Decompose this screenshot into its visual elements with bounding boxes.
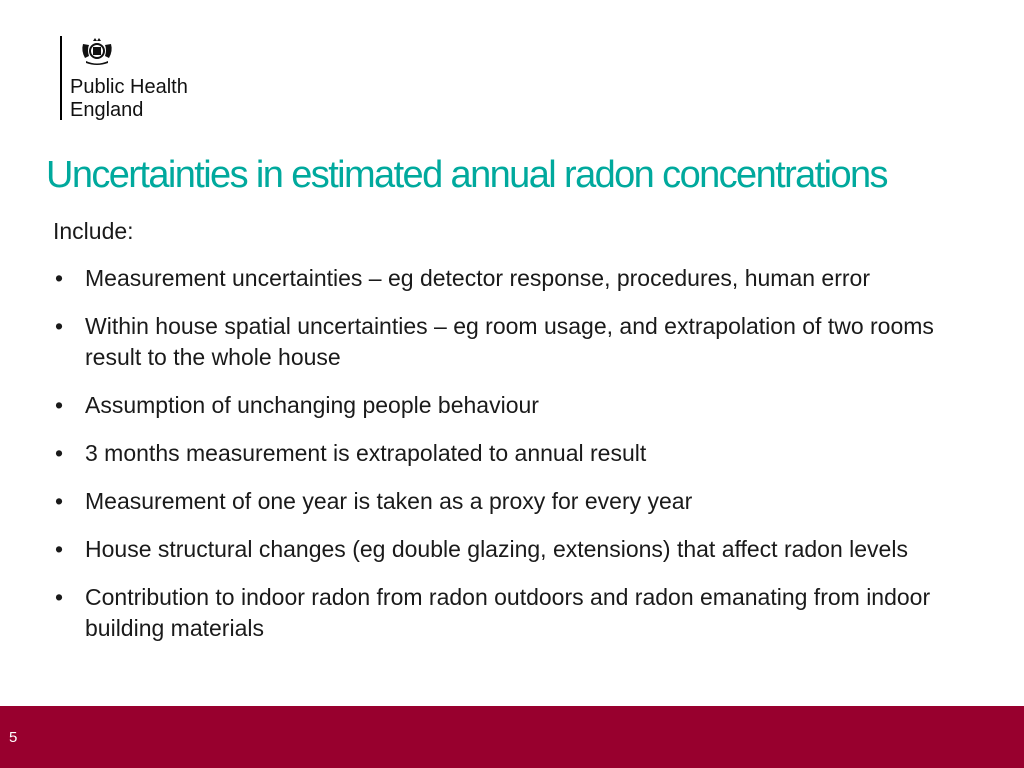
bullet-marker: • bbox=[55, 313, 64, 339]
bullet-item bbox=[53, 438, 973, 469]
logo-line-2: England bbox=[70, 99, 144, 121]
bullet-item bbox=[53, 534, 973, 565]
bullet-item bbox=[53, 263, 973, 294]
slide-title: Uncertainties in estimated annual radon concentrations bbox=[46, 154, 887, 196]
bullet-text: Measurement of one year is taken as a proxy for every year bbox=[85, 488, 693, 514]
footer-bar bbox=[0, 706, 1024, 768]
logo-text bbox=[70, 76, 188, 122]
bullet-item bbox=[53, 486, 973, 517]
bullet-marker: • bbox=[55, 536, 64, 562]
bullet-text: Assumption of unchanging people behaviour bbox=[85, 392, 539, 418]
royal-crest-icon bbox=[80, 36, 114, 66]
bullet-marker: • bbox=[55, 265, 64, 291]
bullet-item bbox=[53, 582, 973, 644]
bullet-marker: • bbox=[55, 584, 64, 610]
bullet-marker: • bbox=[55, 440, 64, 466]
logo-line-1: Public Health bbox=[70, 76, 188, 98]
intro-text: Include: bbox=[53, 218, 134, 244]
bullet-text: 3 months measurement is extrapolated to annual result bbox=[85, 440, 647, 466]
bullet-text: House structural changes (eg double glazing, extensions) that affect radon levels bbox=[85, 536, 908, 562]
page-number: 5 bbox=[9, 729, 18, 746]
bullet-text: Contribution to indoor radon from radon outdoors and radon emanating from indoor building materials bbox=[85, 584, 931, 641]
bullet-text: Measurement uncertainties – eg detector response, procedures, human error bbox=[85, 265, 870, 291]
bullet-item bbox=[53, 311, 973, 373]
bullet-text: Within house spatial uncertainties – eg room usage, and extrapolation of two rooms result to the whole house bbox=[85, 313, 934, 370]
bullet-list bbox=[53, 263, 973, 661]
bullet-marker: • bbox=[55, 392, 64, 418]
bullet-item bbox=[53, 390, 973, 421]
logo-divider bbox=[60, 36, 62, 120]
bullet-marker: • bbox=[55, 488, 64, 514]
